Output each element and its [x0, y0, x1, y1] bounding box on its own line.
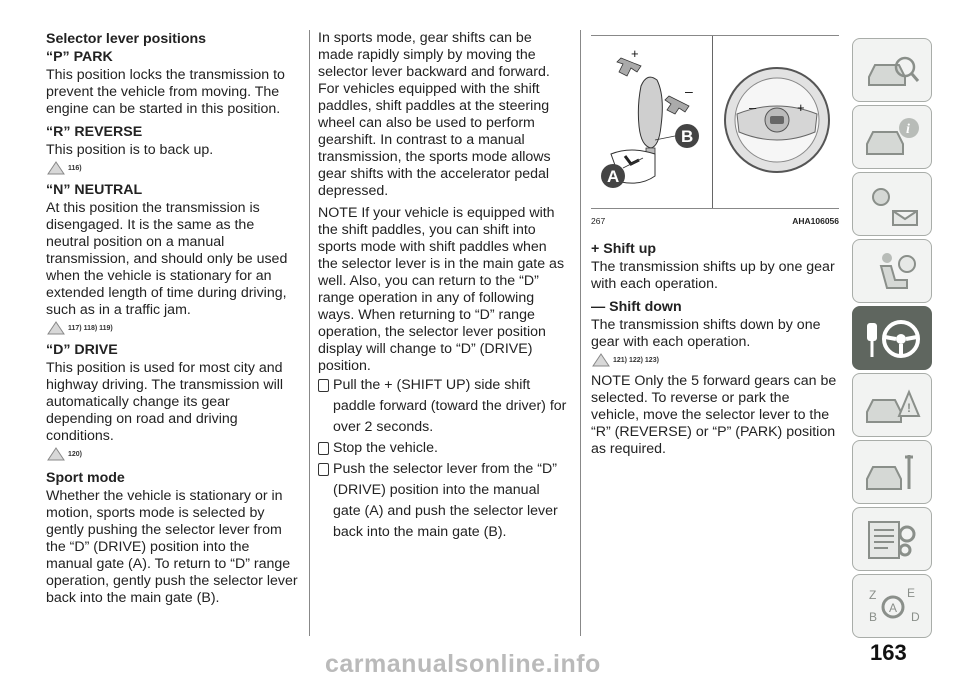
park-heading: “P” PARK [46, 49, 113, 65]
warning-triangle-icon [47, 161, 65, 175]
figure-shift-controls [591, 35, 839, 208]
tab-car-info[interactable] [852, 105, 932, 169]
warning-triangle-icon [592, 353, 610, 367]
seat-airbag-icon [863, 248, 923, 296]
warning-ref-number: 116) [68, 164, 82, 172]
tab-dashboard-lights[interactable] [852, 172, 932, 236]
column-divider [580, 30, 581, 636]
index-search-icon [863, 583, 923, 631]
shift-up-heading: + Shift up [591, 241, 657, 257]
svg-text:i: i [906, 122, 910, 137]
shift-down-heading: — Shift down [591, 299, 682, 315]
list-item-text: Pull the + (SHIFT UP) side shift paddle forward (toward the driver) for over 2 seconds. [333, 377, 567, 435]
svg-text:Z: Z [869, 588, 877, 602]
svg-text:E: E [907, 586, 916, 600]
warning-triangle-icon [47, 447, 65, 461]
warning-ref [47, 161, 298, 175]
figure-number: 267 [591, 216, 606, 226]
note-paragraph: NOTE If your vehicle is equipped with the shift paddles, you can shift into sports mode with shift paddles when the selector lever is in the main gate as well. Also, you can return to the “D” range operation in any of following ways. When returning to “D” range operation, the selector lever position display will change to “D” (DRIVE) position. [318, 205, 565, 374]
park-text: This position locks the transmission to prevent the vehicle from moving. The engine can be started in this position. [46, 67, 285, 117]
label-a: A [607, 167, 620, 186]
car-service-icon [863, 449, 923, 497]
label-b: B [681, 127, 694, 146]
dashboard-lights-icon [863, 181, 923, 229]
figure-plus-label: + [631, 46, 639, 61]
warning-ref-number: 120) [68, 450, 83, 458]
checkbox-bullet-icon [318, 463, 329, 476]
sport-mode-paragraph: In sports mode, gear shifts can be made rapidly simply by moving the selector lever backward and forward. For vehicles equipped with the shift paddles, shift paddles at the steering wheel can also be used to perform gearshift. In contrast to a manual transmission, the sports mode allows gear shifts with the accelerator pedal depressed. [318, 30, 551, 199]
warning-ref-number: 121) 122) 123) [613, 356, 659, 364]
column-divider [309, 30, 310, 636]
column-middle [318, 30, 568, 543]
figure-minus-label: – [685, 83, 693, 99]
list-item [318, 438, 568, 459]
neutral-text: At this position the transmission is disengaged. It is the same as the neutral position on a manual transmission, and should only be used when the vehicle is stationary for an extended length of time during driving, such as in a traffic jam. [46, 200, 288, 318]
gear-lever-illustration [591, 36, 839, 208]
shift-down-text: The transmission shifts down by one gear with each operation. [591, 317, 821, 350]
svg-text:A: A [889, 601, 898, 615]
drive-text: This position is used for most city and highway driving. The transmission will automatically change its gear depending on road and driving conditions. [46, 360, 284, 444]
warning-ref-number: 117) 118) 119) [68, 324, 113, 332]
warning-ref [47, 447, 298, 461]
sport-mode-heading: Sport mode [46, 470, 125, 486]
warning-ref [592, 353, 839, 367]
section-title: Selector lever positions [46, 31, 207, 47]
wheel-plus-label: + [797, 100, 805, 115]
figure-caption [591, 208, 839, 230]
note-gears: NOTE Only the 5 forward gears can be selected. To reverse or park the vehicle, move the selector lever to the “R” (REVERSE) or “P” (PARK) position as required. [591, 373, 837, 457]
checkbox-bullet-icon [318, 379, 329, 392]
wheel-minus-label: – [749, 100, 757, 115]
column-left [46, 30, 298, 612]
list-item [318, 459, 568, 543]
key-steering-wheel-icon [863, 315, 923, 363]
svg-text:!: ! [907, 401, 911, 415]
list-item-text: Stop the vehicle. [333, 440, 438, 456]
tab-car-search[interactable] [852, 38, 932, 102]
tab-starting-driving[interactable] [852, 306, 932, 370]
neutral-heading: “N” NEUTRAL [46, 182, 143, 198]
shift-up-text: The transmission shifts up by one gear with each operation. [591, 259, 835, 292]
warning-triangle-icon [47, 321, 65, 335]
drive-heading: “D” DRIVE [46, 342, 118, 358]
figure-divider [712, 36, 713, 208]
figure-code: AHA106056 [792, 216, 839, 226]
checkbox-bullet-icon [318, 442, 329, 455]
column-right [591, 35, 839, 463]
reverse-heading: “R” REVERSE [46, 124, 143, 140]
svg-text:D: D [911, 610, 920, 624]
car-search-icon [863, 47, 923, 95]
list-item [318, 375, 568, 438]
tab-technical-data[interactable] [852, 507, 932, 571]
page-number: 163 [870, 640, 907, 665]
tab-seat-airbag[interactable] [852, 239, 932, 303]
tab-car-service[interactable] [852, 440, 932, 504]
tab-index[interactable] [852, 574, 932, 638]
road-warning-icon [863, 382, 923, 430]
chapter-tabs [852, 38, 932, 641]
svg-text:B: B [869, 610, 878, 624]
list-item-text: Push the selector lever from the “D” (DRIVE) position into the manual gate (A) and push the selector lever back into the main gate (B). [333, 461, 558, 540]
warning-ref [47, 321, 298, 335]
sport-mode-text: Whether the vehicle is stationary or in motion, sports mode is selected by gently pushing the selector lever from the “D” (DRIVE) position into the manual gate (A). To return to “D” range operation, gently push the selector lever back into the main gate (B). [46, 488, 298, 606]
watermark: carmanualsonline.info [325, 650, 601, 678]
car-info-icon [863, 114, 923, 162]
tab-road-warning[interactable] [852, 373, 932, 437]
technical-data-icon [863, 516, 923, 564]
reverse-text: This position is to back up. [46, 142, 214, 158]
